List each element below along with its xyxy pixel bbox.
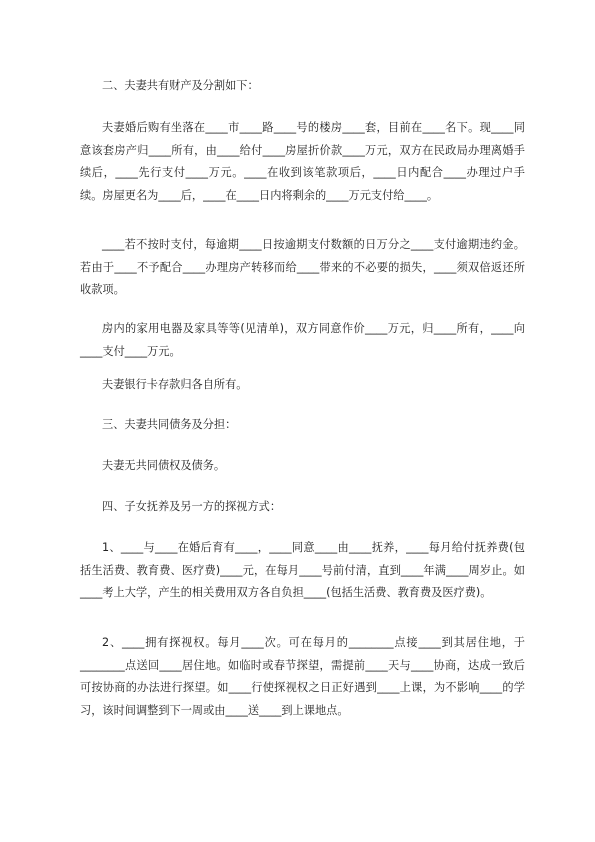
section-heading-property: 二、夫妻共有财产及分割如下： (102, 79, 259, 92)
paragraph-house-division: 夫妻婚后购有坐落在____市____路____号的楼房____套，目前在____名下。现____同意该套房产归____所有，由____给付____房屋折价款____万元，双方在民政局办理离婚手续后，____先行支付____万元。____在收到该笔款项后，____日内配合____办理过户手续。房屋更名为____后，____在____日内将剩余的____万元支付给____。 (80, 121, 525, 202)
paragraph-bank-deposits: 夫妻银行卡存款归各自所有。 (102, 378, 248, 391)
paragraph-furniture: 房内的家用电器及家具等等(见清单)，双方同意作价____万元，归____所有，____向____支付____万元。 (80, 322, 525, 358)
paragraph-visitation: 2、____拥有探视权。每月____次。可在每月的________点接____到其居住地，于________点送回____居住地。如临时或春节探望，需提前____天与____协商，达成一致后可按协商的办法进行探望。如____行使探视权之日正好遇到____上课，为不影响____的学习，该时间调整到下一周或由____送____到上课地点。 (80, 636, 525, 717)
section-heading-debts: 三、夫妻共同债务及分担： (102, 418, 237, 431)
paragraph-late-payment: ____若不按时支付，每逾期____日按逾期支付数额的日万分之____支付逾期违约金。若由于____不予配合____办理房产转移而给____带来的不必要的损失，____须双倍返还所收款项。 (80, 238, 525, 296)
paragraph-custody: 1、____与____在婚后育有____，____同意____由____抚养，____每月给付抚养费(包括生活费、教育费、医疗费)____元，在每月____号前付清，直到____年满____周岁止。如____考上大学，产生的相关费用双方各自负担____(包括生活费、教育费及医疗费)。 (80, 541, 525, 599)
section-heading-children: 四、子女抚养及另一方的探视方式： (102, 500, 282, 513)
paragraph-no-debts: 夫妻无共同债权及债务。 (102, 459, 226, 472)
